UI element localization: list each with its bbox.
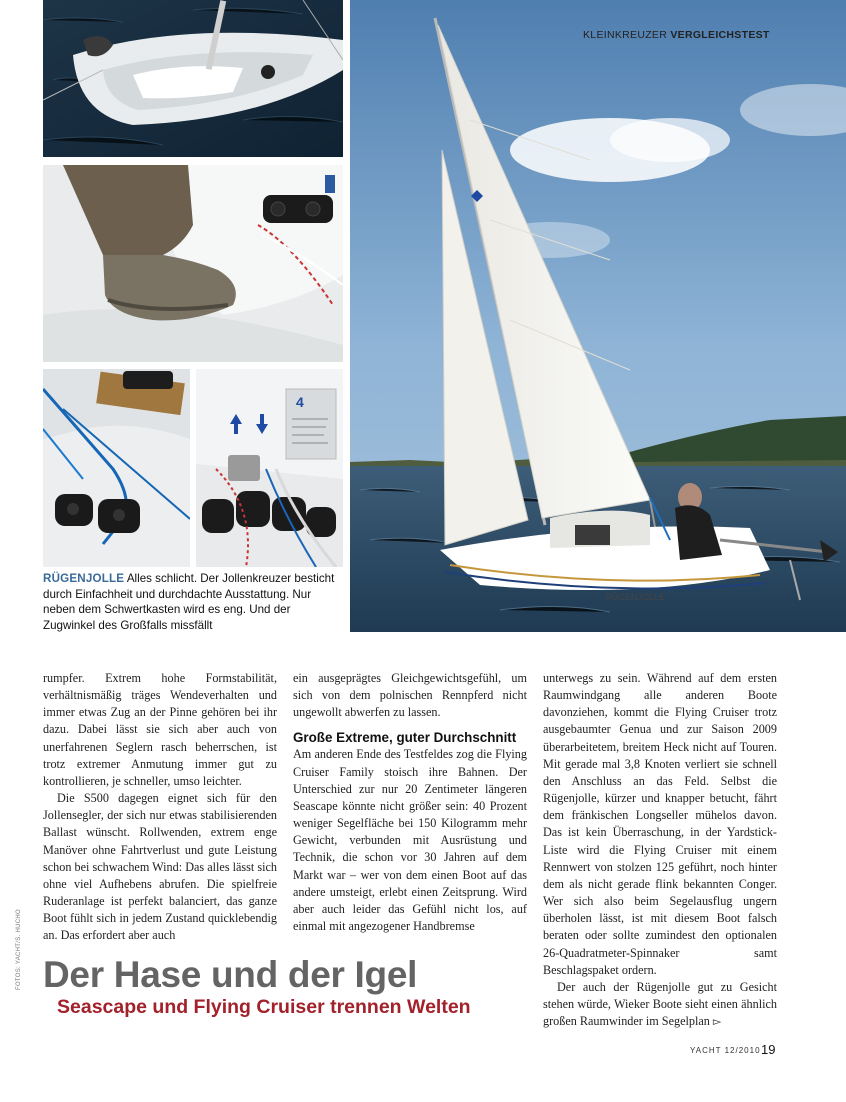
col2-subheading: Große Extreme, guter Durchschnitt	[293, 730, 517, 746]
photo-cleats-panel	[196, 369, 343, 567]
photo-credit: FOTOS: YACHT/S. HUCHO	[16, 909, 22, 990]
article-column-3	[543, 670, 777, 1030]
footer-magazine: YACHT 12/2010	[690, 1046, 761, 1055]
col3-paragraph-1: unterwegs zu sein. Während auf dem ersten Raumwindgang alle anderen Boote davonziehen, kommt die Flying Cruiser trotz ausgebaumter Genua und zur Saison 2009 überarbeitetem, breitem Heck nicht auf Touren. Mit gerade mal 3,8 Knoten verliert sie schnell den Anschluss an das Feld. Selbst die Rügenjolle, kürzer und knapper betucht, fährt dem fränkischen Longseller mühelos davon. Das ist kein Überraschung, in der Yardstick-Liste wird die Flying Cruiser mit einem Rennwert von stolzen 125 geführt, noch hinter dem als nicht gerade flink bekannten Conger. Wer sich also beim Segelausflug ungern überholen lässt, ist mit diesem Boot falsch beraten oder sollte zumindest den optionalen 26-Quadratmeter-Spinnaker samt Beschlagspaket ordern.	[543, 671, 777, 977]
hull-name: RÜGENJOLLE	[605, 592, 666, 602]
col1-paragraph-1: rumpfer. Extrem hohe Formstabilität, verhältnismäßig träges Wendeverhalten und immer etwas Zug an der Pinne gehören bei ihr dazu. Dabei lässt sie sich aber auch von unerfahrenen Seglern rasch beherrschen, ist trotz extremer Anmutung immer gut zu kontrollieren, je schneller, umso leichter.	[43, 671, 277, 788]
article-headline: Der Hase und der Igel	[43, 954, 418, 995]
col2-paragraph-1: ein ausgeprägtes Gleichgewichtsgefühl, um sich von dem polnischen Rennpferd nicht ungewollt abwerfen zu lassen.	[293, 671, 527, 720]
article-subheadline: Seascape und Flying Cruiser trennen Welten	[57, 996, 471, 1018]
photo-sailing-boat	[350, 0, 846, 632]
article-column-1	[43, 670, 277, 945]
col3-paragraph-2-text: Der auch der Rügenjolle gut zu Gesicht stehen würde, Wieker Boote sieht einen ähnlich großen Raumwinder im Segelplan	[543, 979, 777, 1029]
photo-foot-cleat	[43, 165, 343, 362]
photo-cleats-blue-line	[43, 369, 190, 567]
continue-arrow-icon: ▻	[712, 1015, 722, 1029]
photo-deck-aerial	[43, 0, 343, 157]
col2-paragraph-2: Am anderen Ende des Testfeldes zog die Flying Cruiser Family stoisch ihre Bahnen. Der Unterschied zur nur 20 Zentimeter längeren Seascape könnte nicht größer sein: 40 Prozent weniger Segelfläche bei 150 Kilogramm mehr Gewicht, verbunden mit Ausrüstung und Technik, die schon vor 30 Jahren auf dem Markt war – wer von dem einen Boot auf das andere umsteigt, erlebt einen Zeitsprung. Wird aber auch leider das Gefühl nicht los, auf einmal mit angezogener Handbremse	[293, 747, 527, 934]
section-tag	[583, 29, 770, 41]
caption-lead: RÜGENJOLLE	[43, 572, 125, 585]
subsection-label: VERGLEICHSTEST	[670, 29, 770, 41]
page-number: 19	[761, 1042, 776, 1057]
col1-paragraph-2: Die S500 dagegen eignet sich für den Jollensegler, der sich nur etwas stabilisierenden Ballast wünscht. Rollwenden, extrem enge Manöver ohne Fahrtverlust und gute Leistung schon bei schwachem Wind: Das alles lässt sich ohne viel Aufhebens abrufen. Die spielfreie Ruderanlage ist perfekt balanciert, das ganze Boot fühlt sich in jedem Zustand quicklebendig an. Das erfordert aber auch	[43, 791, 277, 943]
section-label: KLEINKREUZER	[583, 29, 668, 41]
caption-text: Alles schlicht. Der Jollenkreuzer besticht durch Einfachheit und durchdachte Ausstattung. Nur neben dem Schwertkasten wird es eng. Und der Zugwinkel des Großfalls missfällt	[43, 572, 335, 632]
article-column-2	[293, 670, 527, 935]
col3-paragraph-2	[543, 979, 777, 1030]
photo-caption	[43, 571, 343, 633]
logo-mark-4: 4	[296, 394, 304, 410]
